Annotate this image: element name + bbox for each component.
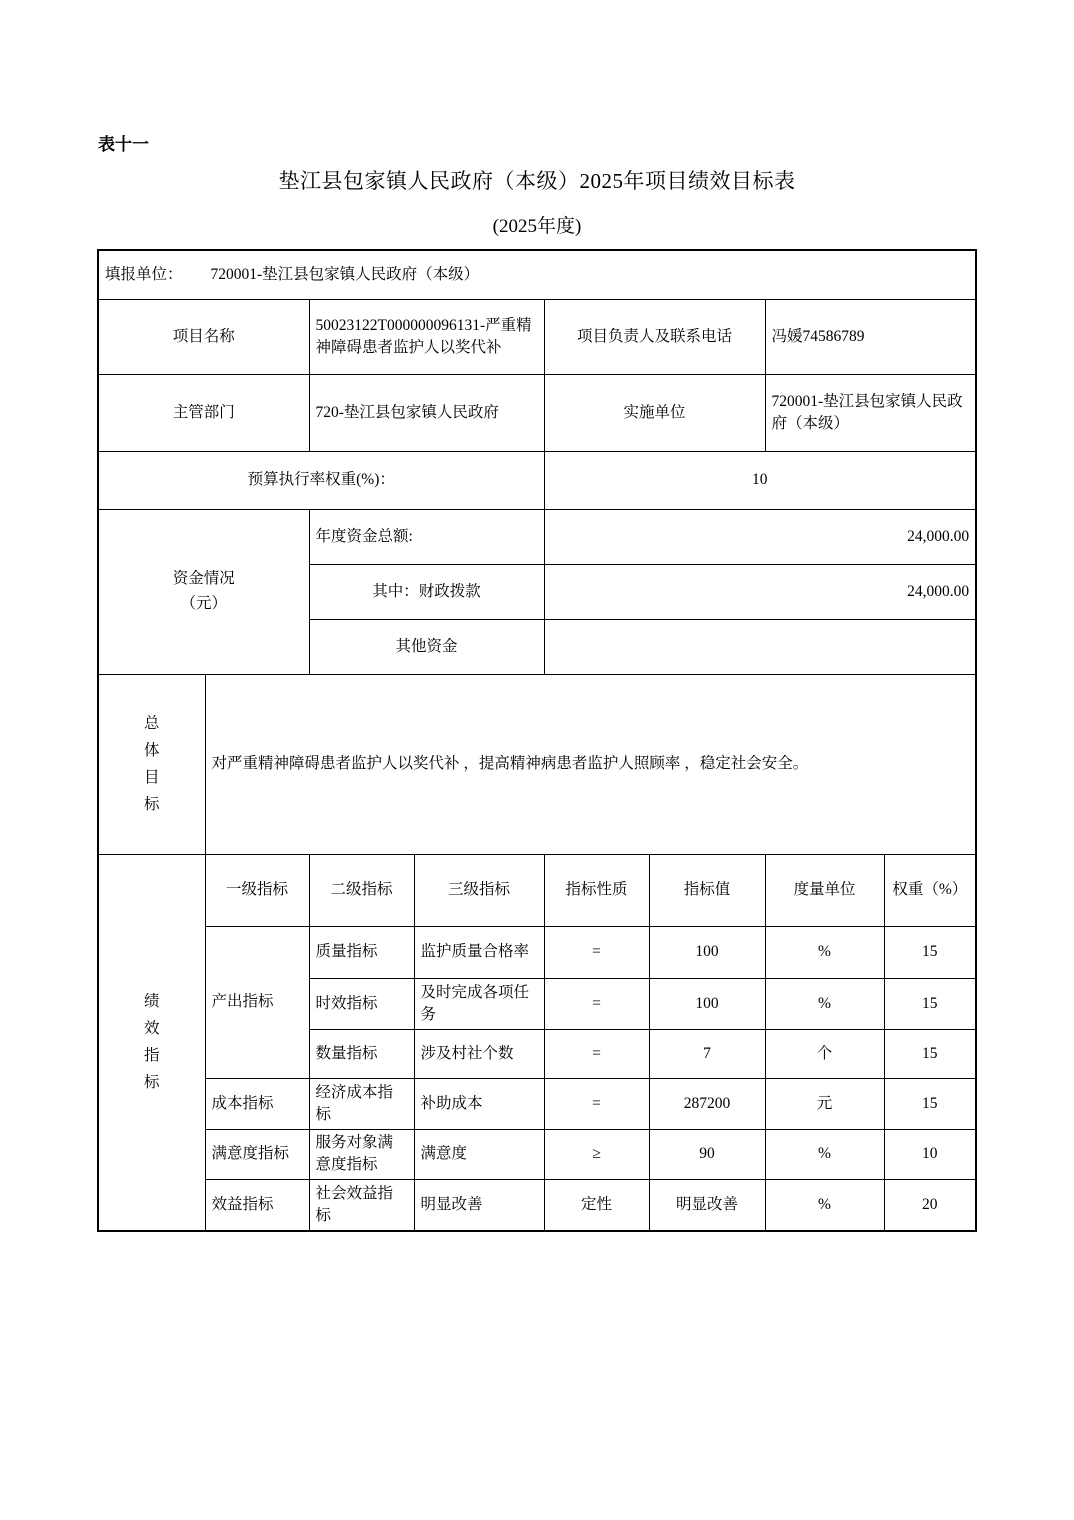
indicator-weight: 15 [884, 926, 976, 978]
performance-target-table [97, 249, 977, 1232]
indicator-level2: 服务对象满意度指标 [309, 1129, 414, 1179]
impl-unit-value: 720001-垫江县包家镇人民政府（本级） [765, 374, 976, 451]
project-name-row [98, 299, 976, 374]
indicator-nature: = [544, 1078, 649, 1129]
indicator-row [98, 926, 976, 978]
overall-goal-row [98, 674, 976, 854]
header-level3: 三级指标 [414, 854, 544, 926]
indicator-level1: 效益指标 [205, 1179, 309, 1231]
header-nature: 指标性质 [544, 854, 649, 926]
indicator-level1: 产出指标 [205, 926, 309, 1078]
funds-label-line1: 资金情况 [172, 570, 235, 588]
department-row [98, 374, 976, 451]
header-weight: 权重（%） [884, 854, 976, 926]
budget-weight-label: 预算执行率权重(%)： [98, 451, 544, 509]
indicator-level3: 及时完成各项任务 [414, 978, 544, 1029]
indicator-weight: 15 [884, 1078, 976, 1129]
funds-other-value [544, 619, 976, 674]
funds-fiscal-label: 其中：财政拨款 [309, 564, 544, 619]
funds-other-label: 其他资金 [309, 619, 544, 674]
indicator-value: 100 [649, 978, 765, 1029]
indicator-row [98, 1129, 976, 1179]
table-number-tag: 表十一 [98, 135, 149, 154]
indicator-nature: = [544, 978, 649, 1029]
indicator-level2: 数量指标 [309, 1029, 414, 1078]
indicator-value: 7 [649, 1029, 765, 1078]
indicator-value: 90 [649, 1129, 765, 1179]
report-unit-row [98, 250, 976, 299]
indicator-unit: % [765, 1129, 884, 1179]
indicator-level2: 质量指标 [309, 926, 414, 978]
indicator-level2: 经济成本指标 [309, 1078, 414, 1129]
project-manager-value: 冯媛74586789 [765, 299, 976, 374]
indicator-level1: 成本指标 [205, 1078, 309, 1129]
indicators-section-label-cell [98, 854, 205, 1231]
indicator-value: 287200 [649, 1078, 765, 1129]
funds-total-label: 年度资金总额: [309, 509, 544, 564]
indicator-level3: 满意度 [414, 1129, 544, 1179]
indicator-level2: 社会效益指标 [309, 1179, 414, 1231]
header-unit: 度量单位 [765, 854, 884, 926]
indicator-value: 100 [649, 926, 765, 978]
project-name-value: 50023122T000000096131-严重精神障碍患者监护人以奖代补 [309, 299, 544, 374]
indicator-unit: 个 [765, 1029, 884, 1078]
indicator-nature: = [544, 1029, 649, 1078]
report-unit-cell [98, 250, 976, 299]
indicator-unit: % [765, 978, 884, 1029]
indicator-level2: 时效指标 [309, 978, 414, 1029]
indicator-row [98, 1179, 976, 1231]
indicator-unit: % [765, 1179, 884, 1231]
indicator-nature: 定性 [544, 1179, 649, 1231]
funds-label-line2: （元） [180, 594, 227, 612]
indicator-level3: 补助成本 [414, 1078, 544, 1129]
project-name-label: 项目名称 [98, 299, 309, 374]
header-level1: 一级指标 [205, 854, 309, 926]
funds-fiscal-value: 24,000.00 [544, 564, 976, 619]
report-unit-value: 720001-垫江县包家镇人民政府（本级） [210, 265, 480, 283]
report-unit-label: 填报单位： [105, 265, 183, 283]
indicator-value: 明显改善 [649, 1179, 765, 1231]
indicator-nature: = [544, 926, 649, 978]
indicator-level3: 监护质量合格率 [414, 926, 544, 978]
indicators-section-label: 绩效指标 [143, 993, 160, 1092]
page-title: 垫江县包家镇人民政府（本级）2025年项目绩效目标表 [278, 169, 796, 193]
overall-goal-text: 对严重精神障碍患者监护人以奖代补 ，提高精神病患者监护人照顾率 ，稳定社会安全。 [205, 674, 976, 854]
indicators-header-row [98, 854, 976, 926]
indicator-weight: 15 [884, 978, 976, 1029]
indicator-level3: 明显改善 [414, 1179, 544, 1231]
indicator-level1: 满意度指标 [205, 1129, 309, 1179]
budget-weight-value: 10 [544, 451, 976, 509]
header-level2: 二级指标 [309, 854, 414, 926]
indicator-weight: 15 [884, 1029, 976, 1078]
indicator-unit: % [765, 926, 884, 978]
indicator-nature: ≥ [544, 1129, 649, 1179]
indicator-level3: 涉及村社个数 [414, 1029, 544, 1078]
budget-weight-row [98, 451, 976, 509]
project-manager-label: 项目负责人及联系电话 [544, 299, 765, 374]
page-subtitle: (2025年度) [492, 216, 582, 237]
funds-total-value: 24,000.00 [544, 509, 976, 564]
funds-total-row [98, 509, 976, 564]
impl-unit-label: 实施单位 [544, 374, 765, 451]
dept-value: 720-垫江县包家镇人民政府 [309, 374, 544, 451]
indicator-weight: 10 [884, 1129, 976, 1179]
indicator-row [98, 1078, 976, 1129]
overall-goal-label: 总体目标 [143, 714, 160, 814]
indicator-unit: 元 [765, 1078, 884, 1129]
dept-label: 主管部门 [98, 374, 309, 451]
funds-section-label [98, 509, 309, 674]
indicator-weight: 20 [884, 1179, 976, 1231]
overall-goal-label-cell [98, 674, 205, 854]
header-value: 指标值 [649, 854, 765, 926]
